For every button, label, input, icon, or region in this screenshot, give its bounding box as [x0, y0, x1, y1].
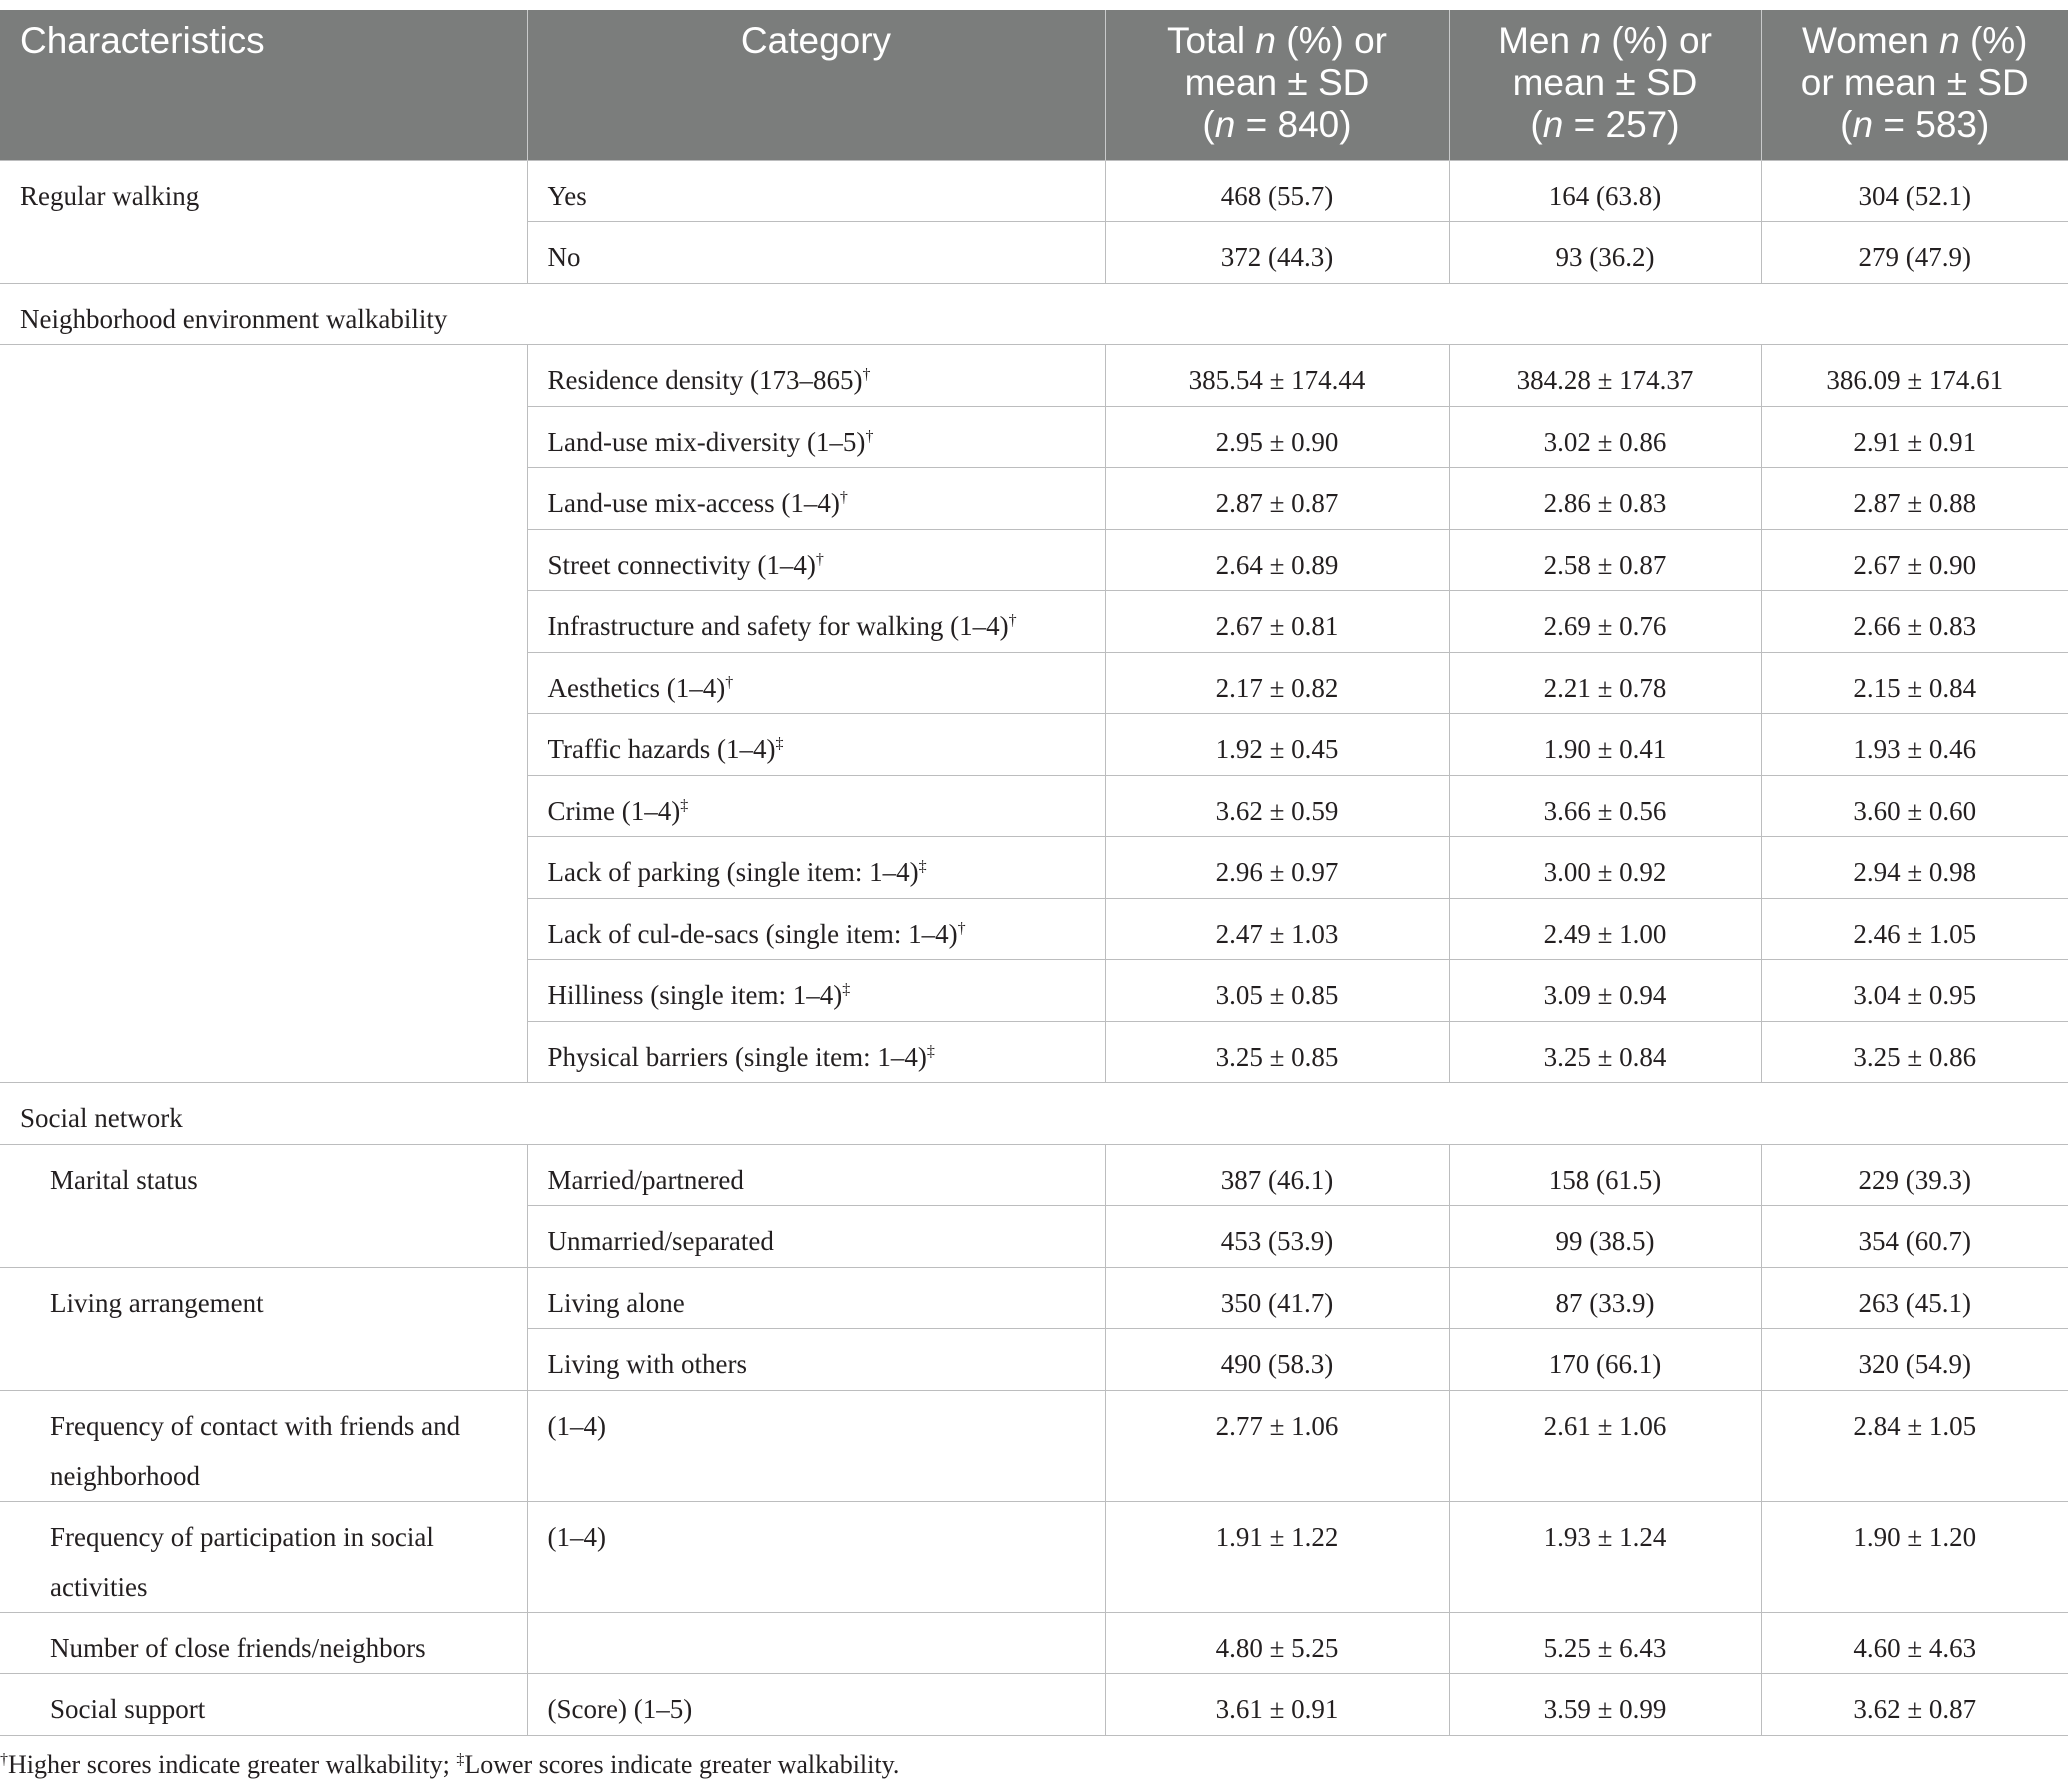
category-cell: (1–4): [527, 1390, 1105, 1501]
men-cell: 87 (33.9): [1449, 1267, 1761, 1329]
category-cell: Land-use mix-diversity (1–5)†: [527, 406, 1105, 468]
category-cell: Traffic hazards (1–4)‡: [527, 714, 1105, 776]
women-cell: 4.60 ± 4.63: [1761, 1612, 2068, 1674]
row-label-regular-walking: Regular walking: [0, 160, 527, 283]
header-women: Women n (%) or mean ± SD (n = 583): [1761, 10, 2068, 160]
total-cell: 3.25 ± 0.85: [1105, 1021, 1449, 1083]
category-cell: Physical barriers (single item: 1–4)‡: [527, 1021, 1105, 1083]
men-cell: 3.02 ± 0.86: [1449, 406, 1761, 468]
men-cell: 1.90 ± 0.41: [1449, 714, 1761, 776]
men-cell: 3.25 ± 0.84: [1449, 1021, 1761, 1083]
total-cell: 2.47 ± 1.03: [1105, 898, 1449, 960]
men-cell: 2.49 ± 1.00: [1449, 898, 1761, 960]
total-cell: 372 (44.3): [1105, 222, 1449, 284]
total-cell: 2.67 ± 0.81: [1105, 591, 1449, 653]
women-cell: 2.91 ± 0.91: [1761, 406, 2068, 468]
category-cell: Residence density (173–865)†: [527, 345, 1105, 407]
table-row: [0, 1390, 2068, 1501]
row-label-close-friends: Number of close friends/neighbors: [0, 1612, 527, 1674]
header-row: [0, 10, 2068, 160]
total-cell: 4.80 ± 5.25: [1105, 1612, 1449, 1674]
total-cell: 468 (55.7): [1105, 160, 1449, 222]
category-cell: Aesthetics (1–4)†: [527, 652, 1105, 714]
category-cell: Street connectivity (1–4)†: [527, 529, 1105, 591]
row-label-living-arrangement: Living arrangement: [0, 1267, 527, 1390]
header-category: Category: [527, 10, 1105, 160]
total-cell: 2.95 ± 0.90: [1105, 406, 1449, 468]
table-row: [0, 1144, 2068, 1206]
category-cell: Land-use mix-access (1–4)†: [527, 468, 1105, 530]
women-cell: 2.84 ± 1.05: [1761, 1390, 2068, 1501]
total-cell: 3.61 ± 0.91: [1105, 1674, 1449, 1736]
men-cell: 93 (36.2): [1449, 222, 1761, 284]
row-label-participation-frequency: Frequency of participation in social activities: [0, 1501, 527, 1612]
category-cell: Lack of parking (single item: 1–4)‡: [527, 837, 1105, 899]
total-cell: 490 (58.3): [1105, 1329, 1449, 1391]
total-cell: 2.77 ± 1.06: [1105, 1390, 1449, 1501]
footnote-text-lower: Lower scores indicate greater walkability.: [464, 1750, 900, 1779]
men-cell: 3.66 ± 0.56: [1449, 775, 1761, 837]
men-cell: 2.58 ± 0.87: [1449, 529, 1761, 591]
men-cell: 5.25 ± 6.43: [1449, 1612, 1761, 1674]
total-cell: 385.54 ± 174.44: [1105, 345, 1449, 407]
table-row: [0, 1267, 2068, 1329]
women-cell: 279 (47.9): [1761, 222, 2068, 284]
total-cell: 2.87 ± 0.87: [1105, 468, 1449, 530]
women-cell: 354 (60.7): [1761, 1206, 2068, 1268]
category-cell: Living with others: [527, 1329, 1105, 1391]
category-cell: Lack of cul-de-sacs (single item: 1–4)†: [527, 898, 1105, 960]
table-row: [0, 1501, 2068, 1612]
women-cell: 320 (54.9): [1761, 1329, 2068, 1391]
table-row: [0, 160, 2068, 222]
row-label-marital-status: Marital status: [0, 1144, 527, 1267]
category-cell: Unmarried/separated: [527, 1206, 1105, 1268]
men-cell: 3.09 ± 0.94: [1449, 960, 1761, 1022]
category-cell: Hilliness (single item: 1–4)‡: [527, 960, 1105, 1022]
women-cell: 2.87 ± 0.88: [1761, 468, 2068, 530]
total-cell: 453 (53.9): [1105, 1206, 1449, 1268]
women-cell: 2.15 ± 0.84: [1761, 652, 2068, 714]
men-cell: 384.28 ± 174.37: [1449, 345, 1761, 407]
women-cell: 2.94 ± 0.98: [1761, 837, 2068, 899]
category-cell: Married/partnered: [527, 1144, 1105, 1206]
women-cell: 1.93 ± 0.46: [1761, 714, 2068, 776]
category-cell: (1–4): [527, 1501, 1105, 1612]
women-cell: 3.25 ± 0.86: [1761, 1021, 2068, 1083]
category-cell: Yes: [527, 160, 1105, 222]
header-total: Total n (%) or mean ± SD (n = 840): [1105, 10, 1449, 160]
women-cell: 304 (52.1): [1761, 160, 2068, 222]
row-label-social-support: Social support: [0, 1674, 527, 1736]
total-cell: 2.17 ± 0.82: [1105, 652, 1449, 714]
women-cell: 3.62 ± 0.87: [1761, 1674, 2068, 1736]
table-body: [0, 160, 2068, 1735]
category-cell: Infrastructure and safety for walking (1–4)†: [527, 591, 1105, 653]
row-label-contact-frequency: Frequency of contact with friends and neighborhood: [0, 1390, 527, 1501]
men-cell: 2.21 ± 0.78: [1449, 652, 1761, 714]
women-cell: 1.90 ± 1.20: [1761, 1501, 2068, 1612]
men-cell: 1.93 ± 1.24: [1449, 1501, 1761, 1612]
section-row-walkability: [0, 283, 2068, 345]
men-cell: 164 (63.8): [1449, 160, 1761, 222]
table-footnote: [0, 1750, 899, 1780]
dagger-mark: †: [0, 1751, 8, 1768]
characteristics-table: [0, 10, 2068, 1736]
category-cell: No: [527, 222, 1105, 284]
women-cell: 2.66 ± 0.83: [1761, 591, 2068, 653]
footnote-text-higher: Higher scores indicate greater walkability;: [8, 1750, 457, 1779]
men-cell: 158 (61.5): [1449, 1144, 1761, 1206]
women-cell: 386.09 ± 174.61: [1761, 345, 2068, 407]
total-cell: 2.64 ± 0.89: [1105, 529, 1449, 591]
header-men: Men n (%) or mean ± SD (n = 257): [1449, 10, 1761, 160]
women-cell: 3.04 ± 0.95: [1761, 960, 2068, 1022]
section-label-social-network: Social network: [0, 1083, 2068, 1145]
table-row: [0, 1674, 2068, 1736]
category-cell: [527, 1612, 1105, 1674]
men-cell: 2.69 ± 0.76: [1449, 591, 1761, 653]
total-cell: 1.91 ± 1.22: [1105, 1501, 1449, 1612]
header-characteristics: Characteristics: [0, 10, 527, 160]
total-cell: 387 (46.1): [1105, 1144, 1449, 1206]
total-cell: 3.05 ± 0.85: [1105, 960, 1449, 1022]
section-label-walkability: Neighborhood environment walkability: [0, 283, 2068, 345]
table-row: [0, 1612, 2068, 1674]
women-cell: 3.60 ± 0.60: [1761, 775, 2068, 837]
category-cell: (Score) (1–5): [527, 1674, 1105, 1736]
women-cell: 229 (39.3): [1761, 1144, 2068, 1206]
total-cell: 350 (41.7): [1105, 1267, 1449, 1329]
table-header: [0, 10, 2068, 160]
men-cell: 99 (38.5): [1449, 1206, 1761, 1268]
total-cell: 2.96 ± 0.97: [1105, 837, 1449, 899]
men-cell: 2.86 ± 0.83: [1449, 468, 1761, 530]
empty-characteristic-cell: [0, 345, 527, 1083]
double-dagger-mark: ‡: [456, 1751, 465, 1768]
category-cell: Living alone: [527, 1267, 1105, 1329]
women-cell: 263 (45.1): [1761, 1267, 2068, 1329]
total-cell: 1.92 ± 0.45: [1105, 714, 1449, 776]
women-cell: 2.67 ± 0.90: [1761, 529, 2068, 591]
men-cell: 2.61 ± 1.06: [1449, 1390, 1761, 1501]
women-cell: 2.46 ± 1.05: [1761, 898, 2068, 960]
men-cell: 170 (66.1): [1449, 1329, 1761, 1391]
men-cell: 3.00 ± 0.92: [1449, 837, 1761, 899]
total-cell: 3.62 ± 0.59: [1105, 775, 1449, 837]
category-cell: Crime (1–4)‡: [527, 775, 1105, 837]
section-row-social-network: [0, 1083, 2068, 1145]
men-cell: 3.59 ± 0.99: [1449, 1674, 1761, 1736]
table-row: [0, 345, 2068, 407]
